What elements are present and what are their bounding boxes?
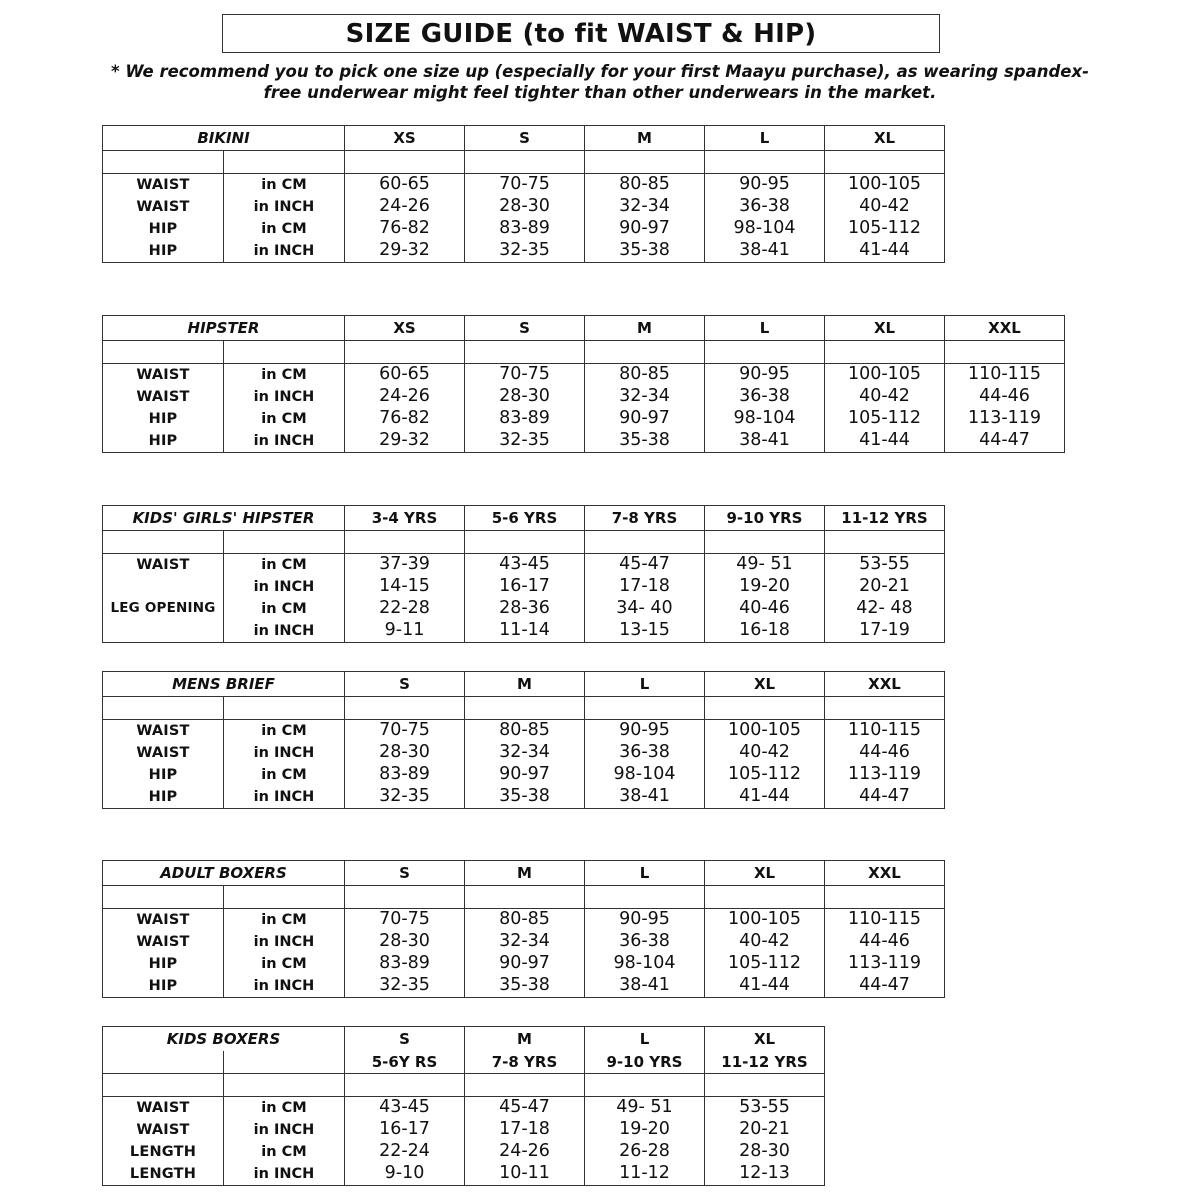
blank-cell <box>585 151 705 174</box>
size-value: 83-89 <box>345 764 465 786</box>
size-value: 35-38 <box>585 430 705 453</box>
size-header: XL <box>705 861 825 886</box>
size-header: L <box>585 672 705 697</box>
size-header: XS <box>345 316 465 341</box>
size-header: XXL <box>825 861 945 886</box>
unit-label: in INCH <box>224 742 345 764</box>
blank-cell <box>705 341 825 364</box>
size-value: 38-41 <box>705 240 825 263</box>
blank-cell <box>345 1074 465 1097</box>
blank-cell <box>705 151 825 174</box>
size-header: XL <box>825 316 945 341</box>
size-value: 35-38 <box>465 975 585 998</box>
size-value: 41-44 <box>825 240 945 263</box>
blank-cell <box>465 697 585 720</box>
size-value: 100-105 <box>705 720 825 743</box>
size-value: 76-82 <box>345 408 465 430</box>
size-value: 113-119 <box>825 953 945 975</box>
size-value: 43-45 <box>465 554 585 577</box>
size-value: 53-55 <box>825 554 945 577</box>
blank-cell <box>465 341 585 364</box>
size-header: XS <box>345 126 465 151</box>
size-value: 28-36 <box>465 598 585 620</box>
size-header: S <box>465 316 585 341</box>
age-header: 9-10 YRS <box>585 1051 705 1074</box>
size-value: 80-85 <box>465 720 585 743</box>
table-row <box>103 386 1065 408</box>
size-value: 80-85 <box>585 364 705 387</box>
size-value: 28-30 <box>465 196 585 218</box>
size-value: 28-30 <box>345 931 465 953</box>
table-row <box>103 240 945 263</box>
size-value: 45-47 <box>465 1097 585 1120</box>
measure-label: WAIST <box>103 364 224 387</box>
recommendation-note <box>100 61 1100 103</box>
blank-cell <box>825 531 945 554</box>
age-header: 11-12 YRS <box>705 1051 825 1074</box>
blank-cell <box>103 697 224 720</box>
blank-cell <box>103 151 224 174</box>
size-value: 32-35 <box>345 975 465 998</box>
blank-cell <box>825 697 945 720</box>
table-row <box>103 554 945 577</box>
kids-girls-hipster-size-table <box>102 505 945 643</box>
size-header: 3-4 YRS <box>345 506 465 531</box>
note-line-2: free underwear might feel tighter than other underwears in the market. <box>263 83 937 102</box>
size-value: 44-46 <box>825 742 945 764</box>
blank-cell <box>465 531 585 554</box>
blank-cell <box>585 886 705 909</box>
blank-cell <box>465 1074 585 1097</box>
size-value: 19-20 <box>585 1119 705 1141</box>
size-value: 70-75 <box>465 364 585 387</box>
size-value: 11-12 <box>585 1163 705 1186</box>
blank-cell <box>224 886 345 909</box>
blank-cell <box>705 697 825 720</box>
table-row <box>103 218 945 240</box>
size-value: 24-26 <box>345 196 465 218</box>
bikini-size-table <box>102 125 945 263</box>
size-value: 20-21 <box>825 576 945 598</box>
size-value: 9-10 <box>345 1163 465 1186</box>
note-line-1: * We recommend you to pick one size up (especially for your first Maayu purchase), as wearing spandex- <box>111 62 1089 81</box>
table-row <box>103 430 1065 453</box>
size-value: 105-112 <box>705 764 825 786</box>
size-value: 49- 51 <box>705 554 825 577</box>
kids-boxers-size-table <box>102 1026 825 1186</box>
size-value: 19-20 <box>705 576 825 598</box>
size-header: 7-8 YRS <box>585 506 705 531</box>
unit-label: in INCH <box>224 975 345 998</box>
size-value: 53-55 <box>705 1097 825 1120</box>
unit-label: in CM <box>224 554 345 577</box>
unit-label: in INCH <box>224 1163 345 1186</box>
size-value: 70-75 <box>345 720 465 743</box>
size-value: 10-11 <box>465 1163 585 1186</box>
blank-cell <box>825 886 945 909</box>
blank-cell <box>585 697 705 720</box>
adult-boxers-size-table <box>102 860 945 998</box>
measure-label <box>103 576 224 598</box>
size-value: 70-75 <box>465 174 585 197</box>
size-header: S <box>345 672 465 697</box>
size-value: 20-21 <box>705 1119 825 1141</box>
blank-cell <box>825 151 945 174</box>
size-value: 90-95 <box>705 174 825 197</box>
size-value: 35-38 <box>585 240 705 263</box>
size-value: 44-47 <box>825 975 945 998</box>
blank-cell <box>103 1074 224 1097</box>
measure-label: HIP <box>103 240 224 263</box>
size-value: 36-38 <box>585 931 705 953</box>
unit-label: in CM <box>224 364 345 387</box>
table-row <box>103 1097 825 1120</box>
age-header: 7-8 YRS <box>465 1051 585 1074</box>
table-name: KIDS BOXERS <box>103 1027 345 1052</box>
blank-cell <box>224 341 345 364</box>
unit-label: in CM <box>224 174 345 197</box>
blank-cell <box>345 697 465 720</box>
size-value: 26-28 <box>585 1141 705 1163</box>
unit-label: in INCH <box>224 196 345 218</box>
unit-label: in INCH <box>224 430 345 453</box>
size-value: 113-119 <box>945 408 1065 430</box>
size-value: 28-30 <box>345 742 465 764</box>
size-value: 98-104 <box>585 953 705 975</box>
size-value: 105-112 <box>705 953 825 975</box>
blank-cell <box>465 151 585 174</box>
hipster-size-table <box>102 315 1065 453</box>
size-value: 100-105 <box>825 364 945 387</box>
size-value: 32-34 <box>585 386 705 408</box>
size-value: 40-42 <box>825 386 945 408</box>
size-value: 60-65 <box>345 364 465 387</box>
size-value: 38-41 <box>705 430 825 453</box>
measure-label: HIP <box>103 786 224 809</box>
table-name: ADULT BOXERS <box>103 861 345 886</box>
table-row <box>103 909 945 932</box>
table-row <box>103 196 945 218</box>
size-value: 32-34 <box>585 196 705 218</box>
size-value: 44-46 <box>945 386 1065 408</box>
measure-label: HIP <box>103 953 224 975</box>
blank-cell <box>103 1051 224 1074</box>
size-value: 16-17 <box>465 576 585 598</box>
table-row <box>103 931 945 953</box>
size-header: L <box>705 316 825 341</box>
measure-label: LEG OPENING <box>103 598 224 620</box>
size-value: 98-104 <box>585 764 705 786</box>
size-header: 5-6 YRS <box>465 506 585 531</box>
blank-cell <box>465 886 585 909</box>
measure-label: WAIST <box>103 931 224 953</box>
blank-cell <box>705 1074 825 1097</box>
size-value: 17-18 <box>465 1119 585 1141</box>
size-value: 24-26 <box>345 386 465 408</box>
size-value: 29-32 <box>345 430 465 453</box>
table-row <box>103 408 1065 430</box>
table-row <box>103 598 945 620</box>
size-value: 13-15 <box>585 620 705 643</box>
size-value: 110-115 <box>825 720 945 743</box>
unit-label: in CM <box>224 598 345 620</box>
unit-label: in CM <box>224 1141 345 1163</box>
size-value: 70-75 <box>345 909 465 932</box>
blank-cell <box>345 151 465 174</box>
blank-cell <box>103 341 224 364</box>
size-value: 40-42 <box>825 196 945 218</box>
size-value: 44-47 <box>825 786 945 809</box>
table-row <box>103 174 945 197</box>
blank-cell <box>825 341 945 364</box>
blank-cell <box>945 341 1065 364</box>
size-value: 22-28 <box>345 598 465 620</box>
size-header: XXL <box>945 316 1065 341</box>
unit-label: in INCH <box>224 576 345 598</box>
blank-cell <box>345 341 465 364</box>
unit-label: in CM <box>224 408 345 430</box>
measure-label: WAIST <box>103 554 224 577</box>
size-value: 29-32 <box>345 240 465 263</box>
size-header: S <box>465 126 585 151</box>
blank-cell <box>345 531 465 554</box>
size-header: M <box>465 1027 585 1052</box>
table-name: MENS BRIEF <box>103 672 345 697</box>
table-row <box>103 1119 825 1141</box>
size-value: 32-34 <box>465 742 585 764</box>
size-value: 32-35 <box>345 786 465 809</box>
size-value: 40-46 <box>705 598 825 620</box>
size-value: 105-112 <box>825 408 945 430</box>
blank-cell <box>585 341 705 364</box>
size-value: 28-30 <box>705 1141 825 1163</box>
size-value: 11-14 <box>465 620 585 643</box>
table-row <box>103 620 945 643</box>
size-value: 90-95 <box>585 909 705 932</box>
blank-cell <box>585 531 705 554</box>
size-header: XL <box>825 126 945 151</box>
unit-label: in CM <box>224 909 345 932</box>
blank-cell <box>585 1074 705 1097</box>
unit-label: in INCH <box>224 931 345 953</box>
size-value: 16-18 <box>705 620 825 643</box>
table-row <box>103 975 945 998</box>
size-value: 38-41 <box>585 786 705 809</box>
measure-label: WAIST <box>103 720 224 743</box>
size-value: 90-97 <box>585 408 705 430</box>
size-header: M <box>585 126 705 151</box>
size-value: 34- 40 <box>585 598 705 620</box>
size-value: 44-47 <box>945 430 1065 453</box>
table-row <box>103 1163 825 1186</box>
size-value: 40-42 <box>705 931 825 953</box>
size-header: L <box>585 1027 705 1052</box>
size-value: 76-82 <box>345 218 465 240</box>
size-value: 100-105 <box>825 174 945 197</box>
blank-cell <box>224 1051 345 1074</box>
size-value: 90-97 <box>585 218 705 240</box>
size-header: XL <box>705 1027 825 1052</box>
size-value: 49- 51 <box>585 1097 705 1120</box>
size-value: 16-17 <box>345 1119 465 1141</box>
measure-label: HIP <box>103 218 224 240</box>
size-header: L <box>585 861 705 886</box>
size-value: 60-65 <box>345 174 465 197</box>
size-value: 42- 48 <box>825 598 945 620</box>
size-value: 36-38 <box>705 386 825 408</box>
size-header: XXL <box>825 672 945 697</box>
mens-brief-size-table <box>102 671 945 809</box>
size-value: 90-95 <box>585 720 705 743</box>
unit-label: in CM <box>224 953 345 975</box>
table-row <box>103 720 945 743</box>
measure-label: WAIST <box>103 174 224 197</box>
size-value: 80-85 <box>465 909 585 932</box>
size-header: M <box>465 672 585 697</box>
measure-label: WAIST <box>103 1119 224 1141</box>
measure-label: HIP <box>103 430 224 453</box>
size-value: 90-95 <box>705 364 825 387</box>
size-value: 24-26 <box>465 1141 585 1163</box>
blank-cell <box>224 151 345 174</box>
measure-label: WAIST <box>103 1097 224 1120</box>
size-value: 83-89 <box>345 953 465 975</box>
size-header: 9-10 YRS <box>705 506 825 531</box>
blank-cell <box>224 1074 345 1097</box>
unit-label: in INCH <box>224 386 345 408</box>
measure-label: WAIST <box>103 742 224 764</box>
size-value: 40-42 <box>705 742 825 764</box>
size-value: 22-24 <box>345 1141 465 1163</box>
size-header: S <box>345 861 465 886</box>
size-value: 37-39 <box>345 554 465 577</box>
size-value: 83-89 <box>465 218 585 240</box>
measure-label: WAIST <box>103 386 224 408</box>
table-row <box>103 764 945 786</box>
size-value: 35-38 <box>465 786 585 809</box>
measure-label: HIP <box>103 764 224 786</box>
blank-cell <box>224 697 345 720</box>
size-header: M <box>465 861 585 886</box>
size-value: 12-13 <box>705 1163 825 1186</box>
size-value: 28-30 <box>465 386 585 408</box>
size-value: 17-19 <box>825 620 945 643</box>
size-value: 38-41 <box>585 975 705 998</box>
page-title: SIZE GUIDE (to fit WAIST & HIP) <box>222 14 940 53</box>
unit-label: in INCH <box>224 620 345 643</box>
size-value: 36-38 <box>705 196 825 218</box>
size-value: 9-11 <box>345 620 465 643</box>
blank-cell <box>705 531 825 554</box>
blank-cell <box>103 886 224 909</box>
size-value: 80-85 <box>585 174 705 197</box>
table-row <box>103 576 945 598</box>
size-value: 110-115 <box>825 909 945 932</box>
size-header: L <box>705 126 825 151</box>
measure-label <box>103 620 224 643</box>
blank-cell <box>345 886 465 909</box>
blank-cell <box>705 886 825 909</box>
measure-label: HIP <box>103 408 224 430</box>
size-header: M <box>585 316 705 341</box>
size-value: 14-15 <box>345 576 465 598</box>
size-value: 44-46 <box>825 931 945 953</box>
unit-label: in CM <box>224 764 345 786</box>
size-value: 98-104 <box>705 218 825 240</box>
table-row <box>103 953 945 975</box>
size-value: 41-44 <box>825 430 945 453</box>
table-name: BIKINI <box>103 126 345 151</box>
age-header: 5-6Y RS <box>345 1051 465 1074</box>
table-row <box>103 742 945 764</box>
size-header: XL <box>705 672 825 697</box>
table-name: HIPSTER <box>103 316 345 341</box>
unit-label: in CM <box>224 720 345 743</box>
size-value: 100-105 <box>705 909 825 932</box>
blank-cell <box>103 531 224 554</box>
size-value: 90-97 <box>465 953 585 975</box>
size-value: 90-97 <box>465 764 585 786</box>
measure-label: LENGTH <box>103 1141 224 1163</box>
measure-label: WAIST <box>103 909 224 932</box>
unit-label: in CM <box>224 218 345 240</box>
size-header: 11-12 YRS <box>825 506 945 531</box>
table-row <box>103 786 945 809</box>
size-value: 113-119 <box>825 764 945 786</box>
size-header: S <box>345 1027 465 1052</box>
unit-label: in INCH <box>224 786 345 809</box>
table-name: KIDS' GIRLS' HIPSTER <box>103 506 345 531</box>
size-value: 105-112 <box>825 218 945 240</box>
size-value: 36-38 <box>585 742 705 764</box>
table-row <box>103 364 1065 387</box>
table-row <box>103 1141 825 1163</box>
unit-label: in CM <box>224 1097 345 1120</box>
size-value: 32-35 <box>465 430 585 453</box>
size-value: 17-18 <box>585 576 705 598</box>
measure-label: WAIST <box>103 196 224 218</box>
size-value: 45-47 <box>585 554 705 577</box>
size-value: 43-45 <box>345 1097 465 1120</box>
blank-cell <box>224 531 345 554</box>
size-value: 110-115 <box>945 364 1065 387</box>
measure-label: LENGTH <box>103 1163 224 1186</box>
measure-label: HIP <box>103 975 224 998</box>
unit-label: in INCH <box>224 1119 345 1141</box>
size-value: 41-44 <box>705 975 825 998</box>
unit-label: in INCH <box>224 240 345 263</box>
size-value: 83-89 <box>465 408 585 430</box>
size-value: 98-104 <box>705 408 825 430</box>
size-value: 41-44 <box>705 786 825 809</box>
size-value: 32-35 <box>465 240 585 263</box>
size-value: 32-34 <box>465 931 585 953</box>
